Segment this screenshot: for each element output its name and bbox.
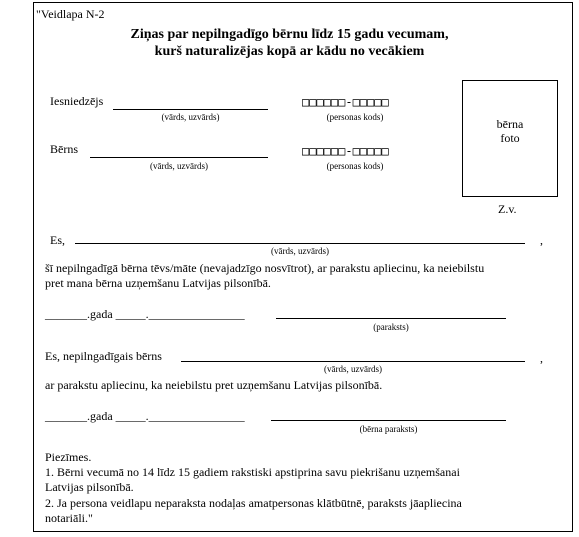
child-date-field[interactable]: _______.gada _____.________________	[45, 409, 245, 423]
child-statement-name-line[interactable]	[181, 361, 525, 362]
photo-label-line1: bērna	[496, 117, 524, 131]
child-signature-line[interactable]	[271, 420, 506, 421]
applicant-label: Iesniedzējs	[50, 94, 104, 108]
child-comma: ,	[540, 351, 543, 365]
applicant-name-caption: (vārds, uzvārds)	[161, 112, 220, 122]
parent-signature-caption: (paraksts)	[373, 322, 409, 332]
applicant-code-boxes[interactable]: □□□□□□-□□□□□	[302, 95, 389, 109]
form-title-line1: Ziņas par nepilngadīgo bērnu līdz 15 gadu vecumam,	[130, 27, 449, 42]
parent-signature-line[interactable]	[276, 318, 506, 319]
child-code-boxes[interactable]: □□□□□□-□□□□□	[302, 144, 389, 158]
note2-line1: 2. Ja persona veidlapu neparaksta nodaļas amatpersonas klātbūtnē, paraksts jāapliecina	[45, 496, 462, 510]
child-photo-box	[462, 80, 558, 197]
applicant-name-line[interactable]	[113, 109, 268, 110]
notes-heading: Piezīmes.	[45, 450, 92, 464]
note1-line2: Latvijas pilsonībā.	[45, 480, 134, 494]
parent-statement-line2: pret mana bērna uzņemšanu Latvijas pilsonībā.	[45, 276, 271, 290]
parent-es-label: Es,	[50, 233, 65, 247]
note2-line2: notariāli."	[45, 511, 93, 525]
stamp-label: Z.v.	[498, 202, 517, 216]
child-es-label: Es, nepilngadīgais bērns	[45, 349, 162, 363]
child-name-line[interactable]	[90, 157, 268, 158]
child-signature-caption: (bērna paraksts)	[359, 424, 418, 434]
note1-line1: 1. Bērni vecumā no 14 līdz 15 gadiem rakstiski apstiprina savu piekrišanu uzņemšanai	[45, 465, 460, 479]
parent-comma: ,	[540, 233, 543, 247]
child-code-caption: (personas kods)	[326, 161, 384, 171]
photo-label-line2: foto	[500, 131, 520, 145]
child-name-caption: (vārds, uzvārds)	[150, 161, 208, 171]
parent-statement-line1: šī nepilngadīgā bērna tēvs/māte (nevajadzīgo nosvītrot), ar parakstu apliecinu, ka neiebilstu	[45, 261, 485, 275]
parent-name-caption: (vārds, uzvārds)	[271, 246, 329, 256]
child-label: Bērns	[50, 142, 78, 156]
applicant-code-caption: (personas kods)	[326, 112, 384, 122]
child-statement-text: ar parakstu apliecinu, ka neiebilstu pret uzņemšanu Latvijas pilsonībā.	[45, 378, 383, 392]
child-statement-name-caption: (vārds, uzvārds)	[324, 364, 382, 374]
parent-date-field[interactable]: _______.gada _____.________________	[45, 307, 245, 321]
parent-name-line[interactable]	[75, 243, 525, 244]
form-id: "Veidlapa N-2	[36, 7, 105, 21]
form-title-line2: kurš naturalizējas kopā ar kādu no vecākiem	[154, 44, 425, 59]
